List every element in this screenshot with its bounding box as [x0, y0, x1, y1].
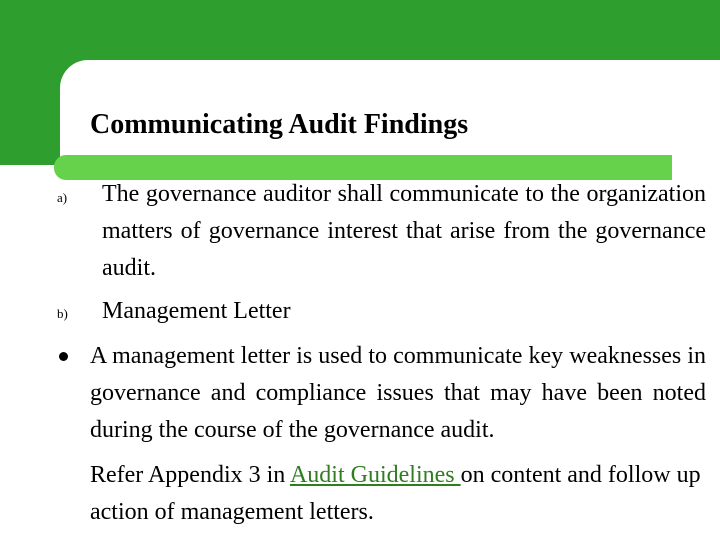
reference-paragraph	[90, 457, 706, 531]
audit-guidelines-link[interactable]: Audit Guidelines	[289, 462, 461, 488]
reference-prefix: Refer Appendix 3 in	[90, 462, 290, 488]
item-marker-a: a)	[57, 190, 68, 205]
bullet-text: A management letter is used to communicate key weaknesses in governance and compliance issues that may have been noted during the course of the governance audit.	[90, 343, 706, 443]
item-a-text: The governance auditor shall communicate to the organization matters of governance interest that arise from the governance audit.	[102, 181, 706, 281]
item-b-text: Management Letter	[102, 298, 291, 324]
item-marker-b: b)	[57, 306, 68, 321]
left-green-band	[0, 0, 60, 165]
bullet-dot	[59, 352, 68, 361]
slide-title: Communicating Audit Findings	[90, 109, 469, 140]
reference-suffix: on content and follow up action of management letters.	[90, 462, 701, 525]
